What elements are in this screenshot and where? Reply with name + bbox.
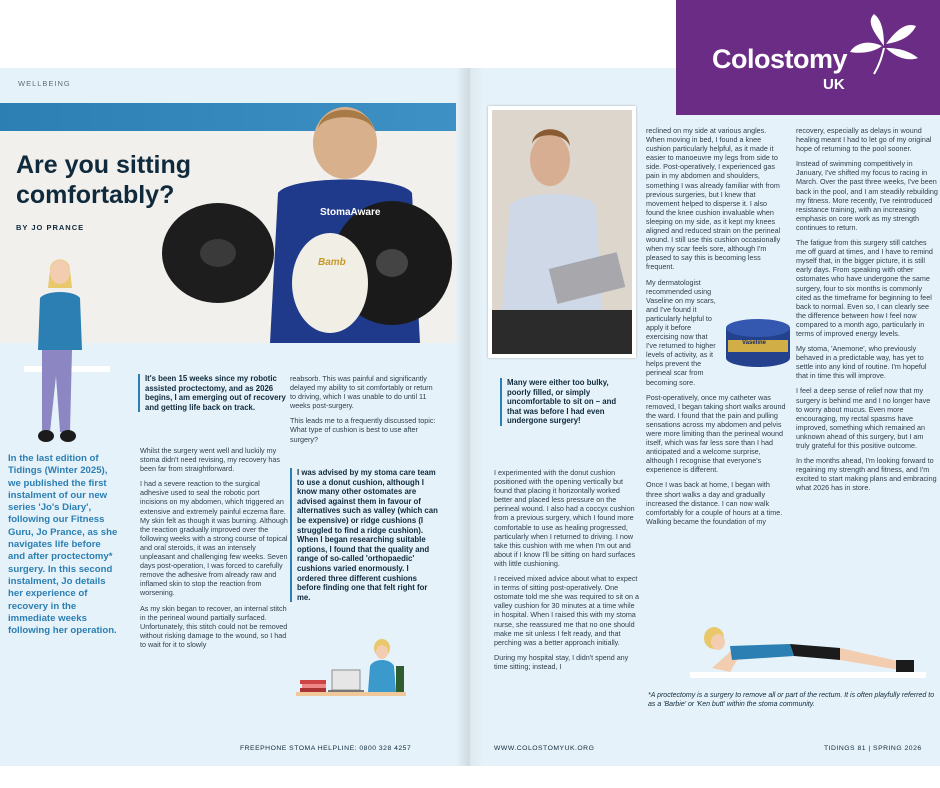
column-5: recovery, especially as delays in wound healing meant I had to let go of my original hope of returning to the pool sooner. Instead of swimming competitively in January, I've shifted my focus to racing in March. Over the past three weeks, I've been back in the pool, and I am steadily rebuilding my fitness. More recently, I've reintroduced resistance training, with an increasing emphasis on core work as my strength continues to return. The fatigue from this surgery still catches me off guard at times, and I have to remind myself that, in the bigger picture, it is still early days. From speaking with other ostomates who have undergone the same surgery, four to six months is commonly cited as the timeframe for beginning to feel back to normal. Even so, I can clearly see the difference between how I feel now compared to a month ago, particularly in terms of improved energy levels. My stoma, 'Anemone', who previously behaved in a predictable way, has yet to settle into any kind of routine. I'm hopeful that in time this will improve. I feel a deep sense of relief now that my surgery is behind me and I no longer have to worry about mucus. Even more encouraging, my rectal spasms have improved, something which remained an unknown ahead of this surgery, but I am truly grateful for this positive outcome. In the months ahead, I'm looking forward to regaining my strength and fitness, and I'm excited to start making plans and embracing what 2026 has in store. <box>796 126 938 493</box>
column-1: Whilst the surgery went well and luckily my stoma didn't need revising, my recovery has been far from straightforward. I had a severe reaction to the surgical adhesive used to seal the robotic port incisions on my abdomen, which triggered an extensive and extremely painful eczema flare. My skin felt as though it was burning. Although the reaction gradually improved over the following weeks with a strong course of topical and oral steroids, it was an intensely unpleasant and challenging few weeks. Seven days post-operation, I was forced to carefully remove the adhesive from already raw and inflamed skin to stop the reaction from worsening. As my skin began to recover, an internal stitch in the perineal wound partially surfaced. Unfortunately, this stitch could not be removed without risking damage to the wound, so I had to wait for it to slowly <box>140 446 288 649</box>
footer-helpline: FREEPHONE STOMA HELPLINE: 0800 328 4257 <box>240 745 412 752</box>
desk-illustration <box>296 636 406 708</box>
page-gutter <box>456 68 484 766</box>
brand-suffix: UK <box>823 76 845 93</box>
plank-exercise-illustration <box>690 612 926 684</box>
hospital-photo <box>492 110 632 354</box>
tshirt-text: StomaAware <box>320 207 381 218</box>
vaseline-label: Vaseline <box>742 340 767 346</box>
article-title: Are you sitting comfortably? <box>16 151 192 209</box>
footer-issue: TIDINGS 81 | SPRING 2026 <box>824 745 922 752</box>
iris-flower-icon <box>844 10 926 76</box>
section-label: WELLBEING <box>18 79 71 88</box>
footer-website[interactable]: WWW.COLOSTOMYUK.ORG <box>494 745 595 752</box>
brand-logo <box>676 0 940 115</box>
pull-quote-opening: It's been 15 weeks since my robotic assisted proctectomy, and as 2026 begins, I am emerging out of recovery and getting life back on track. <box>138 374 287 412</box>
intro-text: In the last edition of Tidings (Winter 2025), we published the first instalment of our new series 'Jo's Diary', following our Fitness Guru, Jo Prance, as she navigates life before and after proctectomy* surgery. In this second instalment, Jo details her experience of recovery in the immediate weeks following her operation. <box>8 453 118 637</box>
column-2: reabsorb. This was painful and significantly delayed my ability to sit comfortably or return to driving, which I was unable to do until 11 weeks post-surgery. This leads me to a frequently discussed topic: What type of cushion is best to use after surgery? <box>290 374 436 444</box>
cushion-label: Bamb <box>318 257 346 268</box>
column-3: I experimented with the donut cushion positioned with the opening vertically but found that placing it horizontally worked better and placed less pressure on the perineal wound. I also had a coccyx cushion from a previous surgery, which I found more comfortable to use as healing progressed, particularly when I returned to driving. I now take this cushion with me when I'm out and about if I know I'll be sitting on hard surfaces with little cushioning. I received mixed advice about what to expect in terms of sitting post-operatively. One ostomate told me she was required to sit on a valley cushion for 30 minutes at a time while in hospital. When I raised this with my stoma nurse, she reassured me that no one should make me sit unless I felt ready, and that perching was a better approach initially. During my hospital stay, I didn't spend any time sitting; instead, I <box>494 468 640 671</box>
pull-quote-cushion: I was advised by my stoma care team to use a donut cushion, although I know many other ostomates are advised against them in favour of alternatives such as valley (which can be expensive) or ridge cushions (I struggled to find a ridge cushion). When I began researching suitable options, I found that the quality and range of so-called 'orthopaedic' cushions varied enormously. I ordered three different cushions before finding one that felt right for me. <box>290 468 439 602</box>
seated-woman-illustration <box>10 254 110 454</box>
footnote-caption: *A proctectomy is a surgery to remove all or part of the rectum. It is often playfully referred to as a 'Barbie' or 'Ken butt' within the stoma community. <box>648 692 935 708</box>
brand-name: Colostomy <box>712 44 848 74</box>
byline: BY JO PRANCE <box>16 223 85 232</box>
pull-quote-bulky: Many were either too bulky, poorly filled, or simply uncomfortable to sit on – and that was before I had even undergone surgery! <box>500 378 631 426</box>
column-4: reclined on my side at various angles. When moving in bed, I found a knee cushion particularly helpful, as it made it easier to manoeuvre my legs from side to side. Post-operatively, I experienced gas pain in my abdomen and shoulders, something I was already familiar with from previous surgeries, but I knew that movement helped to disperse it. I also found the knee cushion invaluable when sleeping on my side, as it kept my knees aligned and reduced strain on the perineal wound. I still use this cushion occasionally when my scar feels sore, although I'm pleased to say this is becoming less frequent. My dermatologist recommended using Vaseline on my scars, and I've found it particularly helpful to apply it before exercising now that I've returned to higher levels of activity, as it helps prevent the perineal scar from becoming sore. Post-operatively, once my catheter was removed, I began taking short walks around the ward. I found that the pain and pulling sensations across my abdomen and pelvis were more limiting than the perineal wound itself, which was far less sore than I had anticipated and a welcome surprise, although I recognise that everyone's experience is different. Once I was back at home, I began with three short walks a day and gradually increased the distance. I can now walk comfortably for a couple of hours at a time. Walking became the foundation of my <box>646 126 786 526</box>
hospital-photo-frame <box>488 106 636 358</box>
vaseline-jar-image <box>722 306 794 368</box>
